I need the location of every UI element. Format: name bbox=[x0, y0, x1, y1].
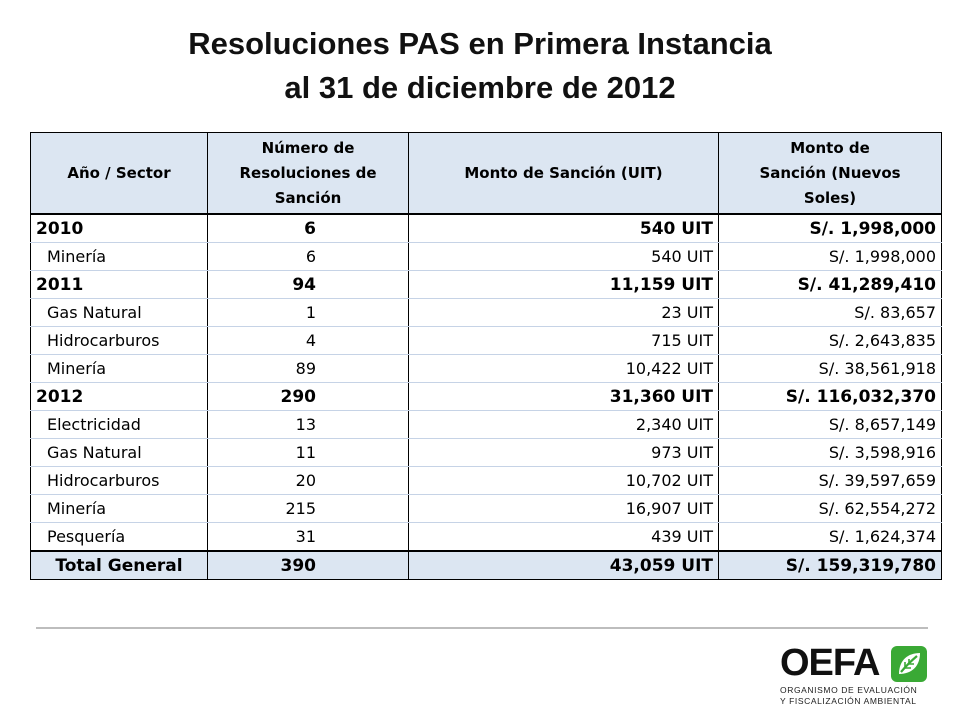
amount-soles-cell: S/. 1,998,000 bbox=[719, 214, 942, 243]
amount-soles-cell: S/. 62,554,272 bbox=[719, 495, 942, 523]
amount-soles-cell: S/. 39,597,659 bbox=[719, 467, 942, 495]
sector-row bbox=[31, 243, 942, 271]
total-soles: S/. 159,319,780 bbox=[719, 551, 942, 580]
resolution-count-cell: 6 bbox=[208, 214, 409, 243]
sector-label: Hidrocarburos bbox=[31, 327, 208, 355]
resolution-count-cell: 215 bbox=[208, 495, 409, 523]
sector-row bbox=[31, 411, 942, 439]
year-label: 2012 bbox=[31, 383, 208, 411]
header-amount-uit: Monto de Sanción (UIT) bbox=[409, 133, 719, 215]
resolution-count-cell: 6 bbox=[208, 243, 409, 271]
amount-uit-cell: 10,702 UIT bbox=[409, 467, 719, 495]
resolution-count-cell: 31 bbox=[208, 523, 409, 552]
amount-soles-cell: S/. 8,657,149 bbox=[719, 411, 942, 439]
sector-label: Electricidad bbox=[31, 411, 208, 439]
amount-soles-cell: S/. 2,643,835 bbox=[719, 327, 942, 355]
header-resolution-count: Número de Resoluciones de Sanción bbox=[208, 133, 409, 215]
year-label: 2010 bbox=[31, 214, 208, 243]
amount-uit-cell: 439 UIT bbox=[409, 523, 719, 552]
amount-uit-cell: 973 UIT bbox=[409, 439, 719, 467]
amount-uit-cell: 10,422 UIT bbox=[409, 355, 719, 383]
sector-row bbox=[31, 523, 942, 552]
logo-subtitle-line-2: Y FISCALIZACIÓN AMBIENTAL bbox=[780, 696, 917, 706]
logo-wordmark: OEFA bbox=[780, 642, 880, 684]
amount-uit-cell: 715 UIT bbox=[409, 327, 719, 355]
table-body bbox=[31, 214, 942, 551]
amount-soles-cell: S/. 83,657 bbox=[719, 299, 942, 327]
year-row bbox=[31, 271, 942, 299]
header-amount-soles: Monto de Sanción (Nuevos Soles) bbox=[719, 133, 942, 215]
resolution-count-cell: 20 bbox=[208, 467, 409, 495]
total-count: 390 bbox=[208, 551, 409, 580]
title-line-1: Resoluciones PAS en Primera Instancia bbox=[188, 26, 772, 61]
resolution-count-cell: 4 bbox=[208, 327, 409, 355]
amount-uit-cell: 16,907 UIT bbox=[409, 495, 719, 523]
sector-label: Pesquería bbox=[31, 523, 208, 552]
sector-row bbox=[31, 327, 942, 355]
resolution-count-cell: 94 bbox=[208, 271, 409, 299]
amount-soles-cell: S/. 1,998,000 bbox=[719, 243, 942, 271]
resolution-count-cell: 290 bbox=[208, 383, 409, 411]
amount-uit-cell: 31,360 UIT bbox=[409, 383, 719, 411]
sector-row bbox=[31, 439, 942, 467]
year-row bbox=[31, 383, 942, 411]
amount-uit-cell: 540 UIT bbox=[409, 243, 719, 271]
sector-row bbox=[31, 355, 942, 383]
amount-uit-cell: 11,159 UIT bbox=[409, 271, 719, 299]
sector-row bbox=[31, 467, 942, 495]
amount-soles-cell: S/. 38,561,918 bbox=[719, 355, 942, 383]
resolution-count-cell: 89 bbox=[208, 355, 409, 383]
leaf-icon bbox=[890, 645, 928, 683]
amount-soles-cell: S/. 116,032,370 bbox=[719, 383, 942, 411]
sector-label: Gas Natural bbox=[31, 439, 208, 467]
resolution-count-cell: 13 bbox=[208, 411, 409, 439]
sector-label: Minería bbox=[31, 495, 208, 523]
total-row bbox=[31, 551, 942, 580]
amount-uit-cell: 540 UIT bbox=[409, 214, 719, 243]
total-uit: 43,059 UIT bbox=[409, 551, 719, 580]
amount-soles-cell: S/. 3,598,916 bbox=[719, 439, 942, 467]
resolution-count-cell: 1 bbox=[208, 299, 409, 327]
amount-soles-cell: S/. 41,289,410 bbox=[719, 271, 942, 299]
sector-label: Minería bbox=[31, 243, 208, 271]
sector-row bbox=[31, 299, 942, 327]
year-row bbox=[31, 214, 942, 243]
resolutions-table bbox=[30, 132, 942, 580]
sector-label: Gas Natural bbox=[31, 299, 208, 327]
logo-subtitle bbox=[780, 685, 917, 707]
page-title bbox=[0, 22, 960, 110]
amount-soles-cell: S/. 1,624,374 bbox=[719, 523, 942, 552]
amount-uit-cell: 2,340 UIT bbox=[409, 411, 719, 439]
sector-label: Minería bbox=[31, 355, 208, 383]
amount-uit-cell: 23 UIT bbox=[409, 299, 719, 327]
footer-divider bbox=[36, 627, 928, 629]
resolution-count-cell: 11 bbox=[208, 439, 409, 467]
sector-label: Hidrocarburos bbox=[31, 467, 208, 495]
year-label: 2011 bbox=[31, 271, 208, 299]
table-header-row bbox=[31, 133, 942, 215]
header-year-sector: Año / Sector bbox=[31, 133, 208, 215]
sector-row bbox=[31, 495, 942, 523]
total-label: Total General bbox=[31, 551, 208, 580]
title-line-2: al 31 de diciembre de 2012 bbox=[284, 70, 676, 105]
logo-subtitle-line-1: ORGANISMO DE EVALUACIÓN bbox=[780, 685, 918, 695]
oefa-logo bbox=[780, 643, 930, 713]
